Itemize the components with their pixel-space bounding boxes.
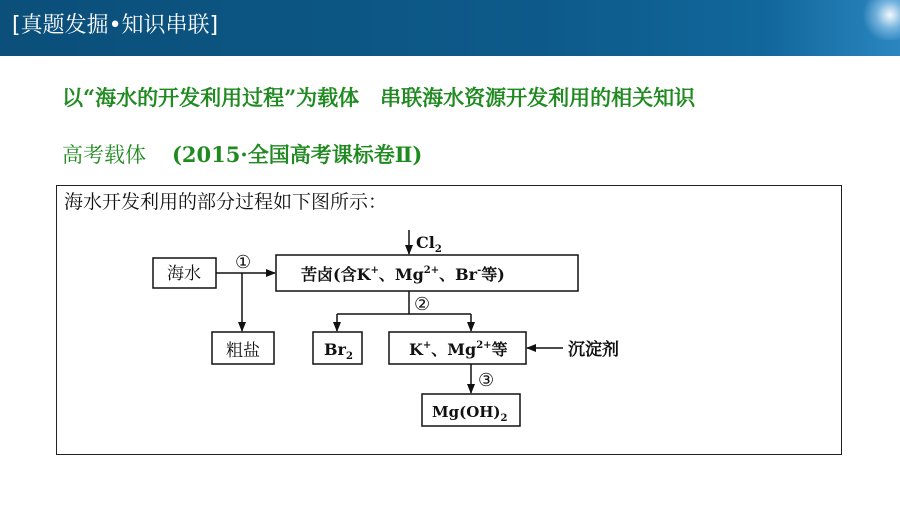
bittern-label: 苦卤(含K+、$Mg^{2+}$、Br-等)	[301, 265, 505, 284]
exam-source: (2015·全国高考课标卷Ⅱ)	[172, 142, 423, 167]
subhead-label: 高考载体	[62, 143, 146, 167]
chlorine-label: $Cl_2$	[416, 233, 442, 255]
section-title: [真题发掘•知识串联]	[12, 13, 219, 38]
bromine-label: $Br_2$	[324, 340, 353, 362]
precipitant-label: 沉淀剂	[568, 340, 619, 360]
headline: 以“海水的开发利用过程”为载体 串联海水资源开发利用的相关知识	[62, 85, 696, 110]
problem-intro: 海水开发利用的部分过程如下图所示：	[64, 191, 388, 213]
solution-label: K+、$Mg^{2+}$等	[409, 340, 508, 359]
seawater-label: 海水	[167, 264, 201, 284]
step-2-marker: ②	[414, 294, 431, 315]
step-3-marker: ③	[478, 370, 495, 391]
step-1-marker: ①	[235, 252, 252, 273]
crude-salt-label: 粗盐	[226, 341, 260, 361]
hydroxide-label: $Mg(OH)_2$	[432, 403, 508, 424]
